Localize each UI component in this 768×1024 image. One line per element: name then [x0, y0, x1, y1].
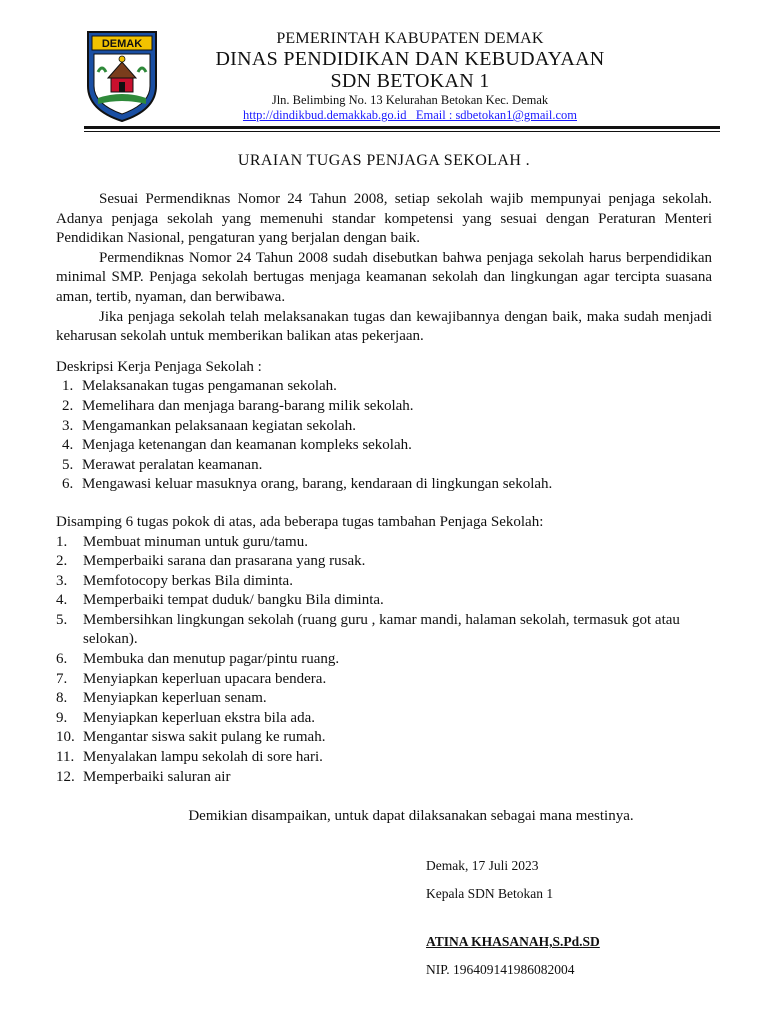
list-item — [56, 397, 712, 417]
list-number: 11. — [56, 749, 75, 766]
closing-statement: Demikian disampaikan, untuk dapat dilaksanakan sebagai mana mestinya. — [188, 808, 634, 824]
list-item — [56, 572, 712, 592]
list-number: 12. — [56, 768, 75, 785]
list-text: Merawat peralatan keamanan. — [82, 456, 263, 473]
signatory-position: Kepala SDN Betokan 1 — [426, 886, 554, 901]
document-body — [56, 190, 712, 787]
list-item — [56, 670, 712, 690]
list-number: 1. — [56, 533, 68, 550]
logo-banner-text: DEMAK — [101, 38, 143, 50]
list-number: 10. — [56, 729, 75, 746]
list-text: Mengawasi keluar masuknya orang, barang, kendaraan di lingkungan sekolah. — [82, 476, 553, 493]
school-address: Jln. Belimbing No. 13 Kelurahan Betokan Kec. Demak — [271, 93, 549, 107]
list-text: Membuat minuman untuk guru/tamu. — [83, 533, 308, 550]
list-item — [56, 417, 712, 437]
list-item — [56, 436, 712, 456]
list-number: 5. — [62, 456, 74, 473]
paragraph: Jika penjaga sekolah telah melaksanakan tugas dan kewajibannya dengan baik, maka sudah menjadi keharusan sekolah untuk memberikan balikan atas pekerjaan. — [56, 308, 712, 345]
list-text: Menyiapkan keperluan senam. — [83, 690, 267, 707]
list-text: Membersihkan lingkungan sekolah (ruang guru , kamar mandi, halaman sekolah, termasuk got atau selokan). — [83, 611, 680, 648]
list-text: Memperbaiki saluran air — [83, 768, 231, 785]
list-number: 4. — [56, 592, 68, 609]
list-text: Menyiapkan keperluan ekstra bila ada. — [83, 709, 315, 726]
job-description-list — [56, 377, 712, 495]
list-number: 6. — [62, 476, 74, 493]
list-text: Menyalakan lampu sekolah di sore hari. — [83, 749, 323, 766]
list-number: 8. — [56, 690, 68, 707]
list-number: 4. — [62, 437, 74, 454]
department-name: DINAS PENDIDIKAN DAN KEBUDAYAAN — [215, 48, 605, 70]
list-item — [56, 611, 712, 650]
list-item — [56, 456, 712, 476]
list-item — [56, 552, 712, 572]
school-name: SDN BETOKAN 1 — [330, 70, 490, 92]
list-number: 7. — [56, 670, 68, 687]
job-description-heading: Deskripsi Kerja Penjaga Sekolah : — [56, 358, 262, 375]
letterhead-divider-thin — [84, 131, 720, 132]
paragraph: Permendiknas Nomor 24 Tahun 2008 sudah disebutkan bahwa penjaga sekolah harus berpendidikan minimal SMP. Penjaga sekolah bertugas menjaga keamanan sekolah dan lingkungan agar tercipta suasana aman, tertib, nyaman, dan berwibawa. — [56, 249, 712, 305]
list-text: Mengamankan pelaksanaan kegiatan sekolah. — [82, 417, 357, 434]
list-item — [56, 377, 712, 397]
list-number: 3. — [62, 417, 74, 434]
list-text: Mengantar siswa sakit pulang ke rumah. — [83, 729, 326, 746]
additional-duties-list — [56, 533, 712, 788]
list-item — [56, 591, 712, 611]
signatory-name: ATINA KHASANAH,S.Pd.SD — [426, 934, 600, 949]
list-text: Memperbaiki sarana dan prasarana yang rusak. — [83, 553, 366, 570]
list-number: 2. — [62, 397, 74, 414]
list-number: 1. — [62, 378, 74, 395]
signatory-nip: NIP. 196409141986082004 — [426, 962, 575, 977]
additional-duties-heading: Disamping 6 tugas pokok di atas, ada beberapa tugas tambahan Penjaga Sekolah: — [56, 513, 544, 530]
letterhead-divider-thick — [84, 126, 720, 129]
list-text: Membuka dan menutup pagar/pintu ruang. — [83, 651, 340, 668]
list-text: Memfotocopy berkas Bila diminta. — [83, 572, 293, 589]
list-text: Menyiapkan keperluan upacara bendera. — [83, 670, 327, 687]
list-text: Memperbaiki tempat duduk/ bangku Bila diminta. — [83, 592, 384, 609]
contact-links[interactable]: http://dindikbud.demakkab.go.id Email : sdbetokan1@gmail.com — [242, 108, 578, 122]
list-number: 2. — [56, 553, 68, 570]
list-item — [56, 689, 712, 709]
signature-block — [426, 852, 600, 984]
list-item — [56, 533, 712, 553]
list-number: 3. — [56, 572, 68, 589]
list-number: 5. — [56, 611, 68, 628]
list-text: Menjaga ketenangan dan keamanan kompleks sekolah. — [82, 437, 412, 454]
letterhead — [160, 30, 660, 123]
place-date: Demak, 17 Juli 2023 — [426, 858, 539, 873]
government-name: PEMERINTAH KABUPATEN DEMAK — [276, 30, 544, 47]
list-item — [56, 475, 712, 495]
list-number: 6. — [56, 651, 68, 668]
list-item — [56, 650, 712, 670]
list-item — [56, 748, 712, 768]
list-text: Melaksanakan tugas pengamanan sekolah. — [82, 378, 337, 395]
regency-emblem-logo — [84, 28, 160, 124]
list-item — [56, 709, 712, 729]
list-text: Memelihara dan menjaga barang-barang milik sekolah. — [82, 397, 414, 414]
list-number: 9. — [56, 709, 68, 726]
paragraph: Sesuai Permendiknas Nomor 24 Tahun 2008, setiap sekolah wajib mempunyai penjaga sekolah. Adanya penjaga sekolah yang memenuhi standar kompetensi yang sesuai dengan Peraturan Menteri Pendidikan Nasional, pengaturan yang berjalan dengan baik. — [56, 191, 712, 247]
list-item — [56, 768, 712, 788]
list-item — [56, 728, 712, 748]
document-title: URAIAN TUGAS PENJAGA SEKOLAH . — [237, 152, 531, 169]
